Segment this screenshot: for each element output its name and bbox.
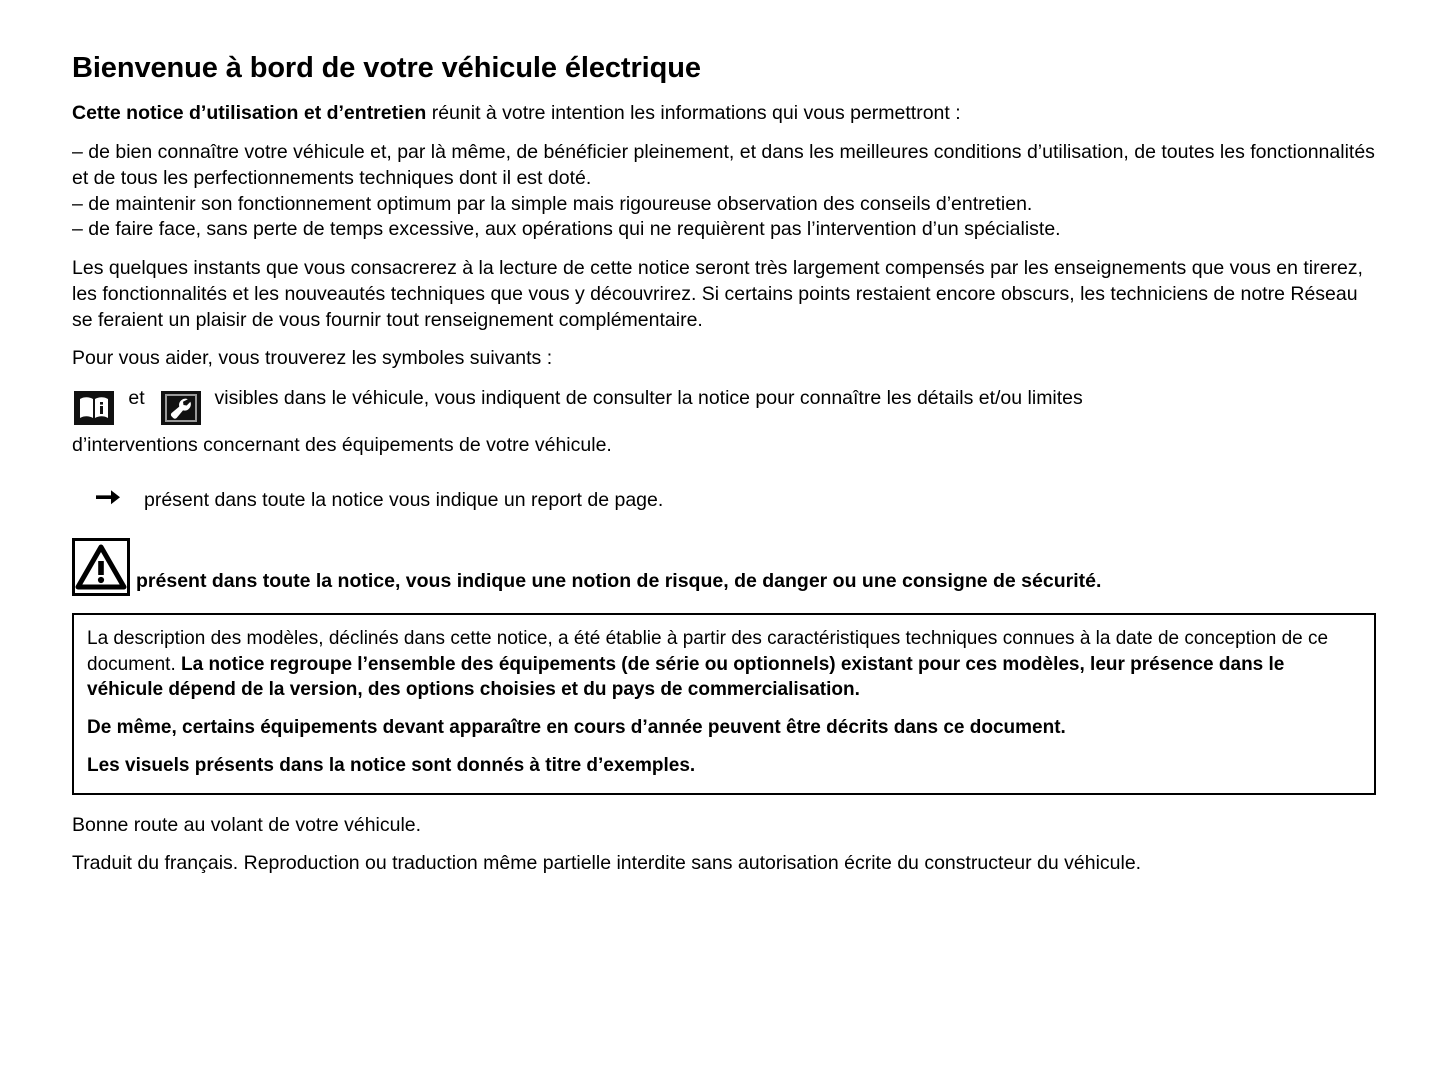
notice-box xyxy=(72,613,1376,794)
symbols-row xyxy=(72,386,1376,425)
benefits-dash-list xyxy=(72,140,1376,243)
notice-p1-bold: La notice regroupe l’ensemble des équipements (de série ou optionnels) existant pour ces modèles, leur présence dans le véhicule dépend de la version, des options choisies et du pays de commercialisation. xyxy=(87,653,1285,700)
warning-text: présent dans toute la notice, vous indique une notion de risque, de danger ou une consigne de sécurité. xyxy=(136,569,1102,592)
document-content xyxy=(72,52,1376,877)
intro-paragraph xyxy=(72,101,1376,127)
symbols-description-line2: d’interventions concernant des équipements de votre véhicule. xyxy=(72,433,612,456)
page-reference-row xyxy=(72,485,1376,517)
notice-paragraph-3: Les visuels présents dans la notice sont donnés à titre d’exemples. xyxy=(87,755,696,777)
warning-triangle-icon xyxy=(72,538,130,596)
intro-rest: réunit à votre intention les informations qui vous permettront : xyxy=(426,102,961,125)
warning-row xyxy=(72,538,1376,596)
notice-paragraph-1 xyxy=(87,626,1360,702)
benefits-paragraph: Les quelques instants que vous consacrerez à la lecture de cette notice seront très largement compensés par les enseignements que vous en tirerez, les fonctionnalités et les nouveautés techniques que vous y découvrirez. Si certains points restaient encore obscurs, les techniciens de notre Réseau se feraient un plaisir de vous fournir tout renseignement complémentaire. xyxy=(72,257,1363,331)
symbols-conjunction: et xyxy=(128,387,145,410)
symbols-description-line1: visibles dans le véhicule, vous indiquent de consulter la notice pour connaître les détails et/ou limites xyxy=(214,387,1083,410)
list-item: – de maintenir son fonctionnement optimum par la simple mais rigoureuse observation des conseils d’entretien. xyxy=(72,192,1033,215)
closing-line-2: Traduit du français. Reproduction ou traduction même partielle interdite sans autorisation écrite du constructeur du véhicule. xyxy=(72,852,1142,875)
right-arrow-icon xyxy=(94,485,132,517)
notice-paragraph-2: De même, certains équipements devant apparaître en cours d’année peuvent être décrits dans ce document. xyxy=(87,717,1066,739)
symbols-intro-paragraph: Pour vous aider, vous trouverez les symboles suivants : xyxy=(72,347,553,370)
list-item: – de faire face, sans perte de temps excessive, aux opérations qui ne requièrent pas l’intervention d’un spécialiste. xyxy=(72,218,1061,241)
closing-section xyxy=(72,813,1376,877)
intro-lead-bold: Cette notice d’utilisation et d’entretien xyxy=(72,102,427,125)
page-reference-text: présent dans toute la notice vous indique un report de page. xyxy=(144,488,664,511)
wrench-service-icon xyxy=(161,391,201,425)
page-title: Bienvenue à bord de votre véhicule électrique xyxy=(72,52,701,84)
open-book-info-icon xyxy=(74,391,114,425)
list-item: – de bien connaître votre véhicule et, par là même, de bénéficier pleinement, et dans les meilleures conditions d’utilisation, de toutes les fonctionnalités et de tous les perfectionnements techniques dont il est doté. xyxy=(72,141,1375,189)
closing-line-1: Bonne route au volant de votre véhicule. xyxy=(72,813,422,836)
notice-p1-regular: La description des modèles, déclinés dans cette notice, a été établie à partir des caractéristiques techniques connues à la date de conception de ce document. xyxy=(87,628,1329,675)
